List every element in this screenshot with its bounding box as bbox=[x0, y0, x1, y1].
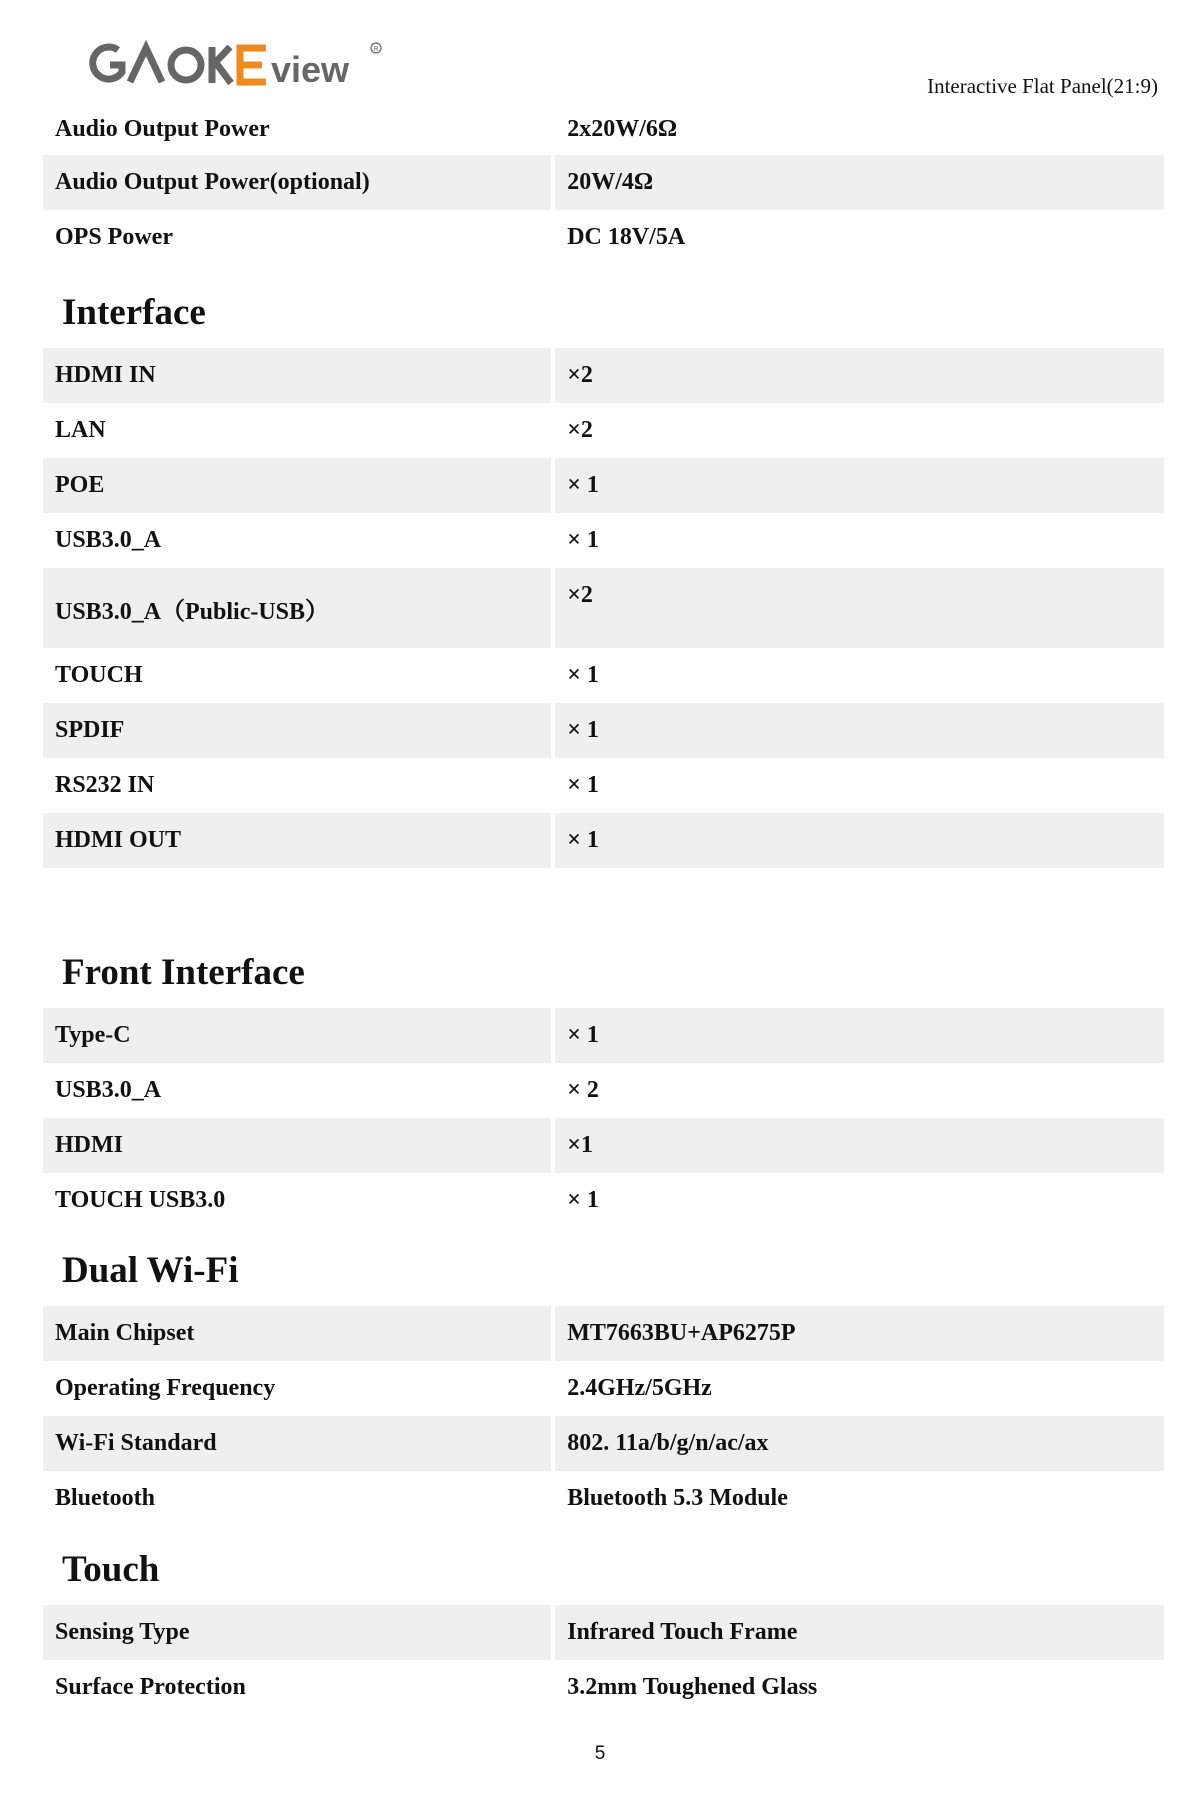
section-title-interface: Interface bbox=[62, 292, 206, 333]
spec-label: Wi-Fi Standard bbox=[43, 1416, 551, 1471]
table-row bbox=[43, 1173, 1164, 1228]
spec-label: OPS Power bbox=[55, 224, 173, 250]
spec-value: DC 18V/5A bbox=[567, 224, 686, 250]
spec-label: Audio Output Power(optional) bbox=[43, 155, 551, 210]
section-title-touch: Touch bbox=[62, 1549, 160, 1590]
spec-value: ×1 bbox=[555, 1118, 1164, 1173]
spec-label: HDMI OUT bbox=[43, 813, 551, 868]
table-row bbox=[43, 1361, 1164, 1416]
spec-value: ×2 bbox=[555, 348, 1164, 403]
table-row bbox=[43, 758, 1164, 813]
spec-label: Surface Protection bbox=[55, 1674, 246, 1700]
spec-label: RS232 IN bbox=[55, 772, 155, 798]
spec-value: × 1 bbox=[555, 813, 1164, 868]
spec-label: Sensing Type bbox=[43, 1605, 551, 1660]
spec-label: Main Chipset bbox=[43, 1306, 551, 1361]
table-row bbox=[43, 1471, 1164, 1526]
svg-text:R: R bbox=[373, 46, 379, 53]
table-row bbox=[43, 1306, 1164, 1361]
spec-label: HDMI bbox=[43, 1118, 551, 1173]
interface-spec-table bbox=[43, 348, 1164, 868]
spec-label: Type-C bbox=[43, 1008, 551, 1063]
table-row bbox=[43, 1605, 1164, 1660]
spec-value: × 1 bbox=[555, 703, 1164, 758]
section-title-front-interface: Front Interface bbox=[62, 952, 305, 993]
spec-value: MT7663BU+AP6275P bbox=[555, 1306, 1164, 1361]
table-row bbox=[43, 1008, 1164, 1063]
table-row bbox=[43, 1063, 1164, 1118]
page-header bbox=[0, 0, 1200, 105]
spec-value: × 1 bbox=[567, 1187, 599, 1213]
svg-text:view: view bbox=[271, 49, 350, 88]
spec-value: × 2 bbox=[567, 1077, 599, 1103]
table-row bbox=[43, 210, 1164, 265]
table-row bbox=[43, 104, 1164, 155]
spec-value: × 1 bbox=[567, 662, 599, 688]
table-row bbox=[43, 1660, 1164, 1715]
spec-value: × 1 bbox=[555, 458, 1164, 513]
front-interface-spec-table bbox=[43, 1008, 1164, 1228]
spec-value: 802. 11a/b/g/n/ac/ax bbox=[555, 1416, 1164, 1471]
spec-label: HDMI IN bbox=[43, 348, 551, 403]
spec-label: LAN bbox=[55, 417, 106, 443]
document-title: Interactive Flat Panel(21:9) bbox=[927, 74, 1158, 98]
gaokeview-logo bbox=[88, 38, 388, 88]
spec-value: × 1 bbox=[567, 527, 599, 553]
touch-spec-table bbox=[43, 1605, 1164, 1715]
table-row bbox=[43, 513, 1164, 568]
spec-value: ×2 bbox=[567, 417, 593, 443]
spec-value: 2.4GHz/5GHz bbox=[567, 1375, 712, 1401]
page-number: 5 bbox=[594, 1743, 606, 1764]
spec-value: 3.2mm Toughened Glass bbox=[567, 1674, 818, 1700]
table-row bbox=[43, 813, 1164, 868]
table-row bbox=[43, 568, 1164, 648]
spec-label: Audio Output Power bbox=[55, 116, 270, 142]
dual-wifi-spec-table bbox=[43, 1306, 1164, 1526]
spec-label: TOUCH bbox=[55, 662, 143, 688]
table-row bbox=[43, 648, 1164, 703]
table-row bbox=[43, 703, 1164, 758]
spec-label: SPDIF bbox=[43, 703, 551, 758]
spec-value: 2x20W/6Ω bbox=[567, 116, 678, 142]
spec-value: × 1 bbox=[555, 1008, 1164, 1063]
section-title-dual-wifi: Dual Wi-Fi bbox=[62, 1250, 239, 1291]
power-spec-table bbox=[43, 104, 1164, 265]
table-row bbox=[43, 1118, 1164, 1173]
spec-label: USB3.0_A bbox=[55, 527, 162, 553]
spec-value: ×2 bbox=[555, 568, 1164, 648]
spec-label: Operating Frequency bbox=[55, 1375, 276, 1401]
spec-label: USB3.0_A bbox=[55, 1077, 162, 1103]
table-row bbox=[43, 348, 1164, 403]
table-row bbox=[43, 403, 1164, 458]
table-row bbox=[43, 458, 1164, 513]
spec-value: Bluetooth 5.3 Module bbox=[567, 1485, 788, 1511]
spec-value: × 1 bbox=[567, 772, 599, 798]
spec-label: POE bbox=[43, 458, 551, 513]
spec-label: USB3.0_A（Public-USB） bbox=[43, 568, 551, 648]
spec-value: Infrared Touch Frame bbox=[555, 1605, 1164, 1660]
spec-label: TOUCH USB3.0 bbox=[55, 1187, 226, 1213]
table-row bbox=[43, 1416, 1164, 1471]
spec-value: 20W/4Ω bbox=[555, 155, 1164, 210]
table-row bbox=[43, 155, 1164, 210]
spec-label: Bluetooth bbox=[55, 1485, 156, 1511]
